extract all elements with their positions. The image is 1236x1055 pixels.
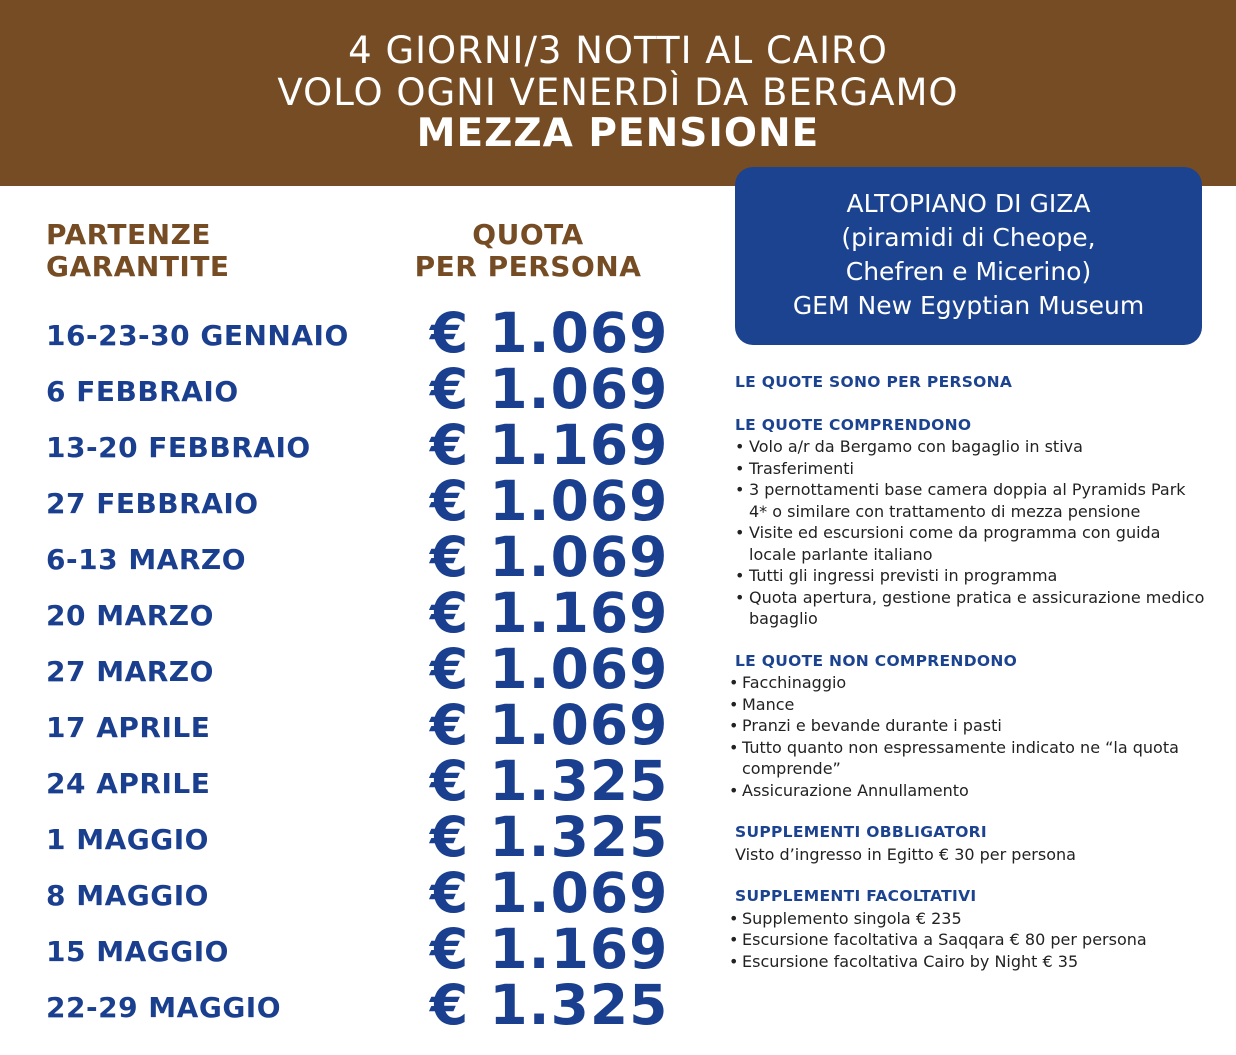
dates-header-line-2: GARANTITE [46,250,230,283]
price-header-line-2: PER PERSONA [414,250,642,283]
price-header-line-1: QUOTA [472,218,584,251]
departure-row [0,973,700,1041]
departure-date: 6-13 MARZO [46,543,247,576]
departure-date: 27 MARZO [46,655,214,688]
price-column-header [410,219,646,283]
departure-date: 8 MAGGIO [46,879,209,912]
departure-price: € 1.325 [430,749,669,813]
departure-date: 22-29 MAGGIO [46,991,282,1024]
mandatory-supplements-title: SUPPLEMENTI OBBLIGATORI [735,823,987,841]
includes-item: • 3 pernottamenti base camera doppia al Pyramids Park 4* o similare con trattamento di mezza pensione [735,479,1205,522]
departure-date: 15 MAGGIO [46,935,229,968]
optional-supplement-item: • Escursione facoltativa Cairo by Night € 35 [735,951,1205,973]
includes-item: • Quota apertura, gestione pratica e assicurazione medico bagaglio [735,587,1205,630]
giza-box-line-2: (piramidi di Cheope, [841,223,1096,252]
departure-date: 6 FEBBRAIO [46,375,239,408]
departure-price: € 1.169 [430,917,669,981]
departure-date: 20 MARZO [46,599,214,632]
includes-item: • Visite ed escursioni come da programma con guida locale parlante italiano [735,522,1205,565]
excludes-item: • Assicurazione Annullamento [735,780,1205,802]
excludes-item: • Pranzi e bevande durante i pasti [735,715,1205,737]
giza-box-line-3: Chefren e Micerino) [845,257,1092,286]
header-title-line-1: 4 GIORNI/3 NOTTI AL CAIRO [348,29,888,72]
giza-box-line-1: ALTOPIANO DI GIZA [846,189,1091,218]
includes-list [735,436,1205,630]
excludes-title: LE QUOTE NON COMPRENDONO [735,651,1018,670]
departure-price: € 1.325 [430,805,669,869]
departure-date: 16-23-30 GENNAIO [46,319,349,352]
departure-date: 17 APRILE [46,711,211,744]
optional-supplements-title: SUPPLEMENTI FACOLTATIVI [735,887,977,905]
optional-supplements-list [735,908,1205,973]
departure-date: 24 APRILE [46,767,211,800]
departure-date: 13-20 FEBBRAIO [46,431,311,464]
header-title-line-3: MEZZA PENSIONE [416,111,820,156]
per-person-title: LE QUOTE SONO PER PERSONA [735,373,1013,391]
departure-price: € 1.169 [430,413,669,477]
departure-price: € 1.069 [430,301,669,365]
optional-supplement-item: • Supplemento singola € 235 [735,908,1205,930]
optional-supplement-item: • Escursione facoltativa a Saqqara € 80 per persona [735,929,1205,951]
includes-item: • Trasferimenti [735,458,1205,480]
departure-price: € 1.069 [430,861,669,925]
excludes-list [735,672,1205,801]
giza-box-line-4: GEM New Egyptian Museum [792,291,1145,320]
excludes-item: • Mance [735,694,1205,716]
includes-title: LE QUOTE COMPRENDONO [735,415,972,434]
dates-header-line-1: PARTENZE [46,218,212,251]
header-banner [0,0,1236,186]
header-title-line-2: VOLO OGNI VENERDÌ DA BERGAMO [277,71,959,114]
departure-price: € 1.069 [430,525,669,589]
info-panel [735,372,1205,972]
mandatory-supplements-text: Visto d’ingresso in Egitto € 30 per persona [735,844,1076,864]
departure-price: € 1.069 [430,469,669,533]
dates-column-header [46,219,230,283]
departure-price: € 1.325 [430,973,669,1037]
departure-date: 1 MAGGIO [46,823,209,856]
includes-item: • Volo a/r da Bergamo con bagaglio in stiva [735,436,1205,458]
departure-price: € 1.169 [430,581,669,645]
excludes-item: • Facchinaggio [735,672,1205,694]
excludes-item: • Tutto quanto non espressamente indicato ne “la quota comprende” [735,737,1205,780]
departure-price: € 1.069 [430,357,669,421]
giza-highlight-box [735,167,1202,345]
includes-item: • Tutti gli ingressi previsti in programma [735,565,1205,587]
departure-date: 27 FEBBRAIO [46,487,259,520]
departure-price: € 1.069 [430,693,669,757]
departure-price: € 1.069 [430,637,669,701]
